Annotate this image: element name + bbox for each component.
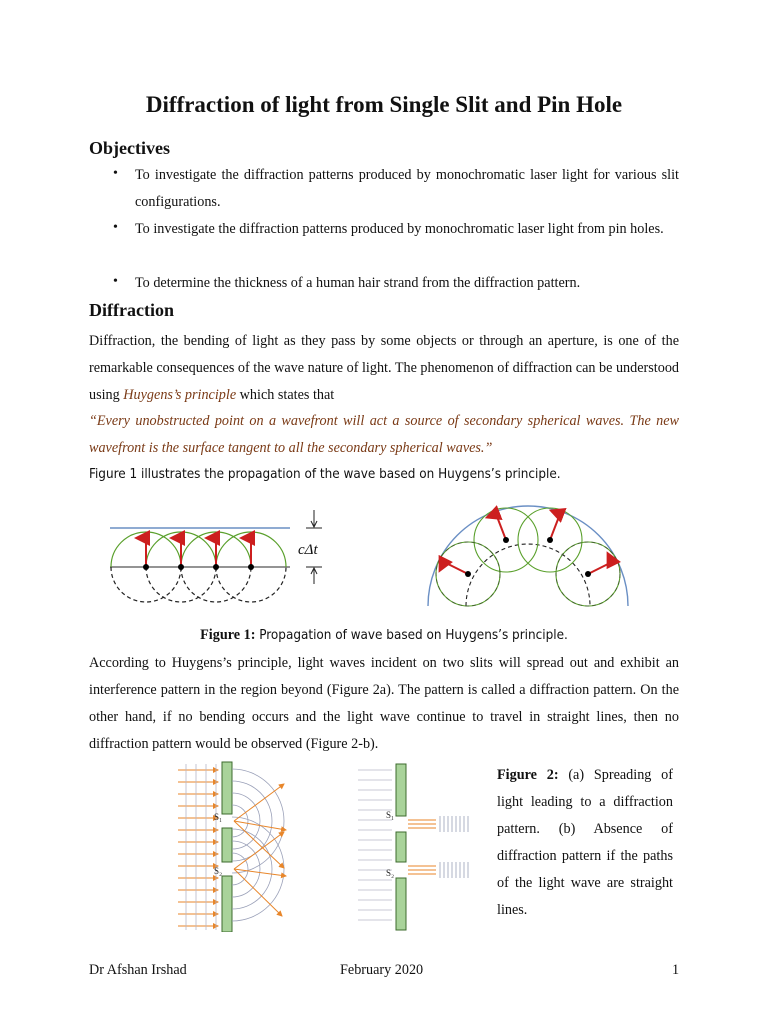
diffraction-paragraph bbox=[89, 328, 679, 409]
slit-label-s1: S₁ bbox=[386, 810, 395, 820]
body-paragraph: According to Huygens’s principle, light waves incident on two slits will spread out and exhibit an interference pattern in the region beyond (Figure 2a). The pattern is called a diffraction pattern. On the other hand, if no bending occurs and the light wave continue to travel in straight lines, then no diffraction pattern would be observed (Figure 2-b). bbox=[89, 655, 679, 752]
footer-date: February 2020 bbox=[340, 962, 424, 978]
objective-item: To investigate the diffraction patterns produced by monochromatic laser light from pin holes. bbox=[135, 221, 664, 237]
figure1-intro: Figure 1 illustrates the propagation of the wave based on Huygens’s principle. bbox=[89, 467, 561, 482]
figure-label: Figure 1: bbox=[200, 627, 256, 643]
figure2b-straight-path-diagram bbox=[356, 760, 476, 932]
figure1-planar-wave-diagram bbox=[106, 498, 346, 610]
footer-author: Dr Afshan Irshad bbox=[89, 962, 187, 978]
bullet-marker: • bbox=[113, 274, 118, 289]
caption-text: Propagation of wave based on Huygens’s principle. bbox=[255, 628, 568, 643]
caption-text: (a) Spreading of light leading to a diffraction pattern. (b) Absence of diffraction pattern if the paths of the light wave are straight lines. bbox=[497, 767, 674, 918]
figure1-spherical-wave-diagram bbox=[424, 498, 634, 610]
page-title: Diffraction of light from Single Slit and Pin Hole bbox=[145, 92, 623, 117]
bullet-marker: • bbox=[113, 220, 118, 235]
objective-item: To investigate the diffraction patterns produced by monochromatic laser light for various slit configurations. bbox=[135, 167, 679, 210]
objectives-heading: Objectives bbox=[89, 138, 170, 158]
slit-label-s2: S₂ bbox=[386, 868, 395, 878]
footer-page-number: 1 bbox=[672, 962, 680, 978]
huygens-principle-term: Huygens’s principle bbox=[123, 387, 237, 403]
figure1-caption bbox=[0, 627, 768, 644]
huygens-quote: “Every unobstructed point on a wavefront will act a source of secondary spherical waves. The new wavefront is the surface tangent to all the secondary spherical waves.” bbox=[89, 413, 679, 456]
figure2a-diffraction-diagram bbox=[176, 760, 290, 932]
slit-label-s1: S₁ bbox=[214, 812, 223, 822]
objective-item: To determine the thickness of a human hair strand from the diffraction pattern. bbox=[135, 275, 581, 291]
bullet-marker: • bbox=[113, 166, 118, 181]
diffraction-heading: Diffraction bbox=[89, 300, 174, 320]
figure-label: Figure 2: bbox=[497, 767, 559, 783]
paragraph-text: Diffraction, the bending of light as they pass by some objects or through an aperture, is one of the remarkable consequences of the wave nature of light. The phenomenon of diffraction can be understood using bbox=[89, 333, 680, 403]
dimension-label: cΔt bbox=[298, 542, 318, 558]
slit-label-s2: S₂ bbox=[214, 866, 223, 876]
figure2-caption bbox=[497, 762, 673, 924]
paragraph-text: which states that bbox=[236, 387, 335, 403]
